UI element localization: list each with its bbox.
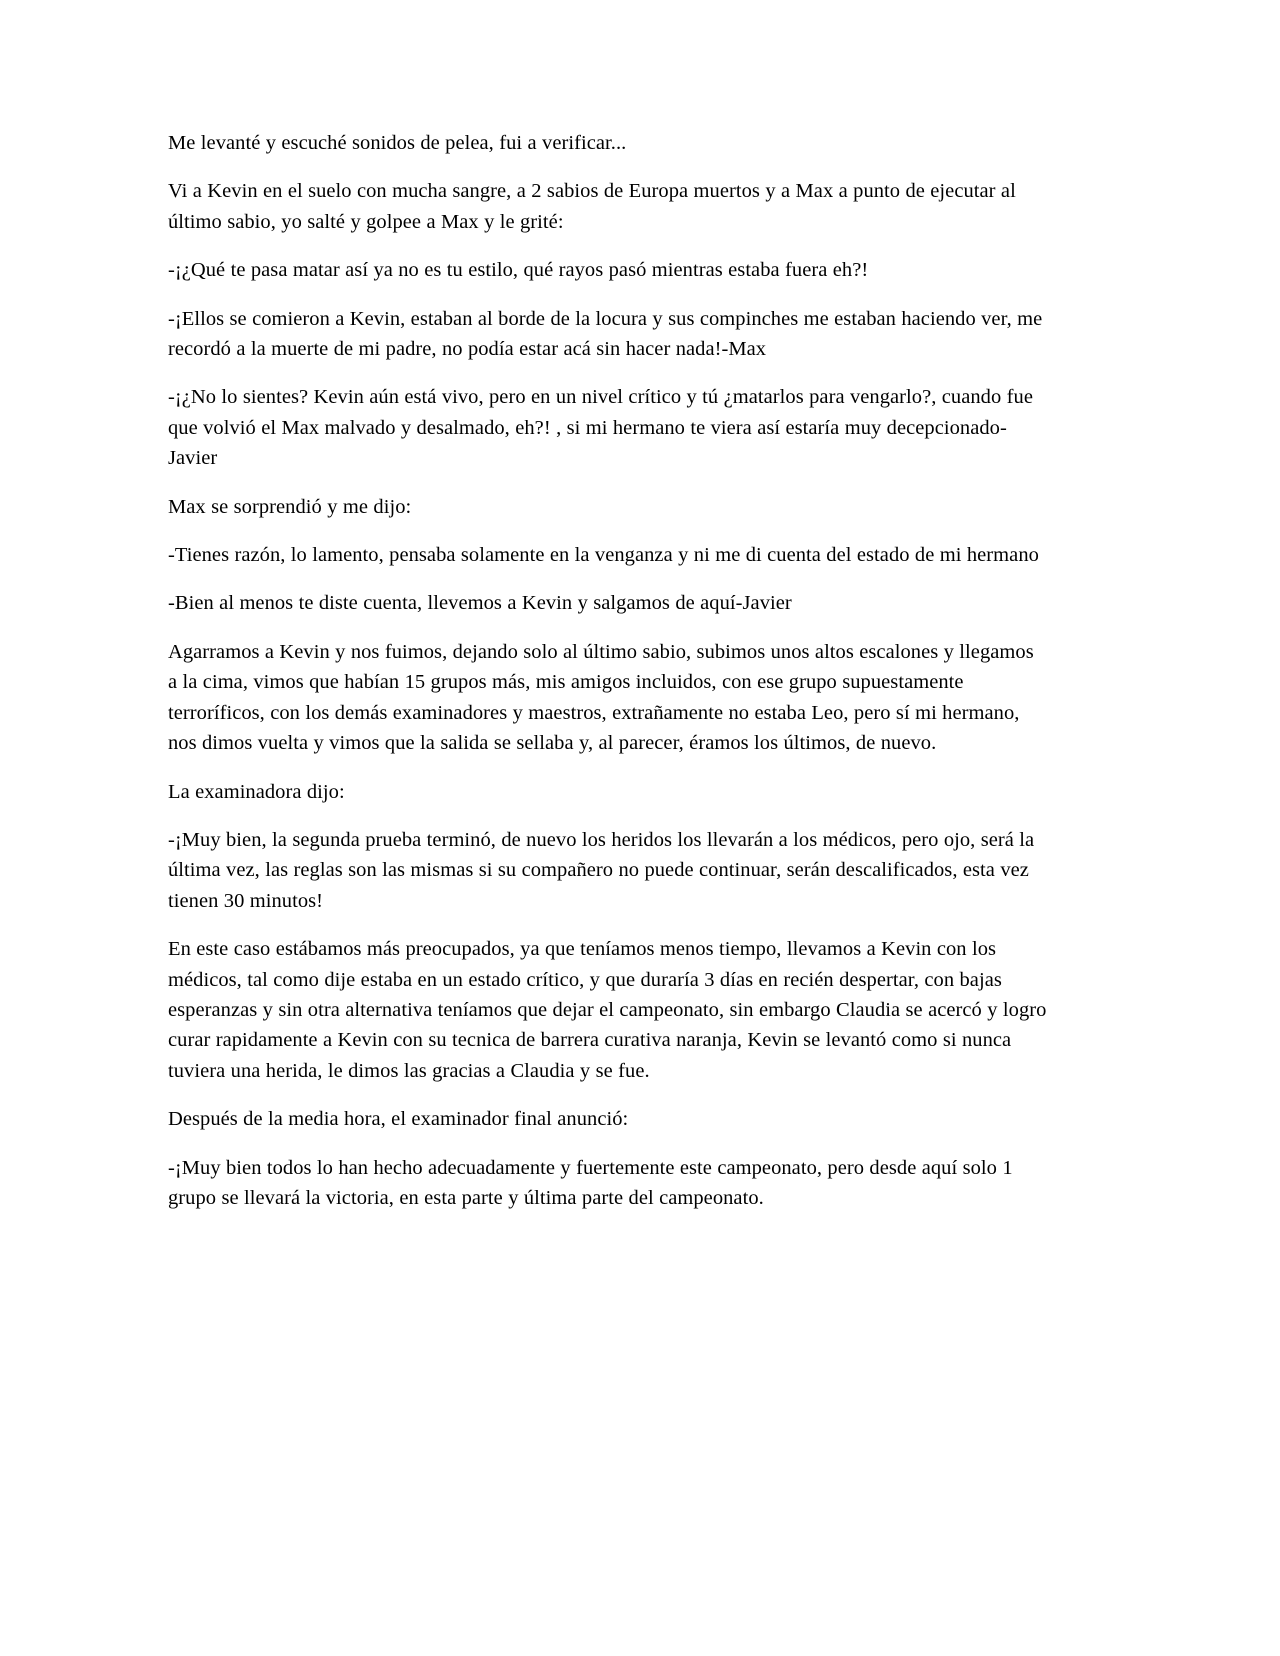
- paragraph: Vi a Kevin en el suelo con mucha sangre, a 2 sabios de Europa muertos y a Max a punto de ejecutar al último sabio, yo salté y golpee a Max y le grité:: [168, 180, 1016, 233]
- paragraph: -¡Ellos se comieron a Kevin, estaban al borde de la locura y sus compinches me estaban haciendo ver, me recordó a la muerte de mi padre, no podía estar acá sin hacer nada!-Max: [168, 307, 1043, 361]
- paragraph: -¡¿Qué te pasa matar así ya no es tu estilo, qué rayos pasó mientras estaba fuera eh?!: [168, 259, 869, 282]
- paragraph: Max se sorprendió y me dijo:: [168, 495, 412, 518]
- paragraph: La examinadora dijo:: [168, 780, 345, 803]
- paragraph: -¡¿No lo sientes? Kevin aún está vivo, pero en un nivel crítico y tú ¿matarlos para vengarlo?, cuando fue que volvió el Max malvado y desalmado, eh?! , si mi hermano te viera así estaría muy decepcionado-Javier: [168, 386, 1033, 470]
- paragraph: Después de la media hora, el examinador final anunció:: [168, 1108, 629, 1131]
- paragraph: En este caso estábamos más preocupados, ya que teníamos menos tiempo, llevamos a Kevin con los médicos, tal como dije estaba en un estado crítico, y que duraría 3 días en recién despertar, con bajas esperanzas y sin otra alternativa teníamos que dejar el campeonato, sin embargo Claudia se acercó y logro curar rapidamente a Kevin con su tecnica de barrera curativa naranja, Kevin se levantó como si nunca tuviera una herida, le dimos las gracias a Claudia y se fue.: [168, 938, 1047, 1082]
- paragraph: -Tienes razón, lo lamento, pensaba solamente en la venganza y ni me di cuenta del estado de mi hermano: [168, 544, 1039, 567]
- paragraph: -Bien al menos te diste cuenta, llevemos a Kevin y salgamos de aquí-Javier: [168, 592, 792, 615]
- paragraph: -¡Muy bien todos lo han hecho adecuadamente y fuertemente este campeonato, pero desde aquí solo 1 grupo se llevará la victoria, en esta parte y última parte del campeonato.: [168, 1156, 1013, 1209]
- paragraph: -¡Muy bien, la segunda prueba terminó, de nuevo los heridos los llevarán a los médicos, pero ojo, será la última vez, las reglas son las mismas si su compañero no puede continuar, serán descalificados, esta vez tienen 30 minutos!: [168, 828, 1035, 912]
- paragraph: Me levanté y escuché sonidos de pelea, fui a verificar...: [168, 132, 627, 154]
- paragraph: Agarramos a Kevin y nos fuimos, dejando solo al último sabio, subimos unos altos escalones y llegamos a la cima, vimos que habían 15 grupos más, mis amigos incluidos, con ese grupo supuestamente terroríficos, con los demás examinadores y maestros, extrañamente no estaba Leo, pero sí mi hermano, nos dimos vuelta y vimos que la salida se sellaba y, al parecer, éramos los últimos, de nuevo.: [168, 640, 1034, 755]
- document-text-body: [168, 128, 1048, 1213]
